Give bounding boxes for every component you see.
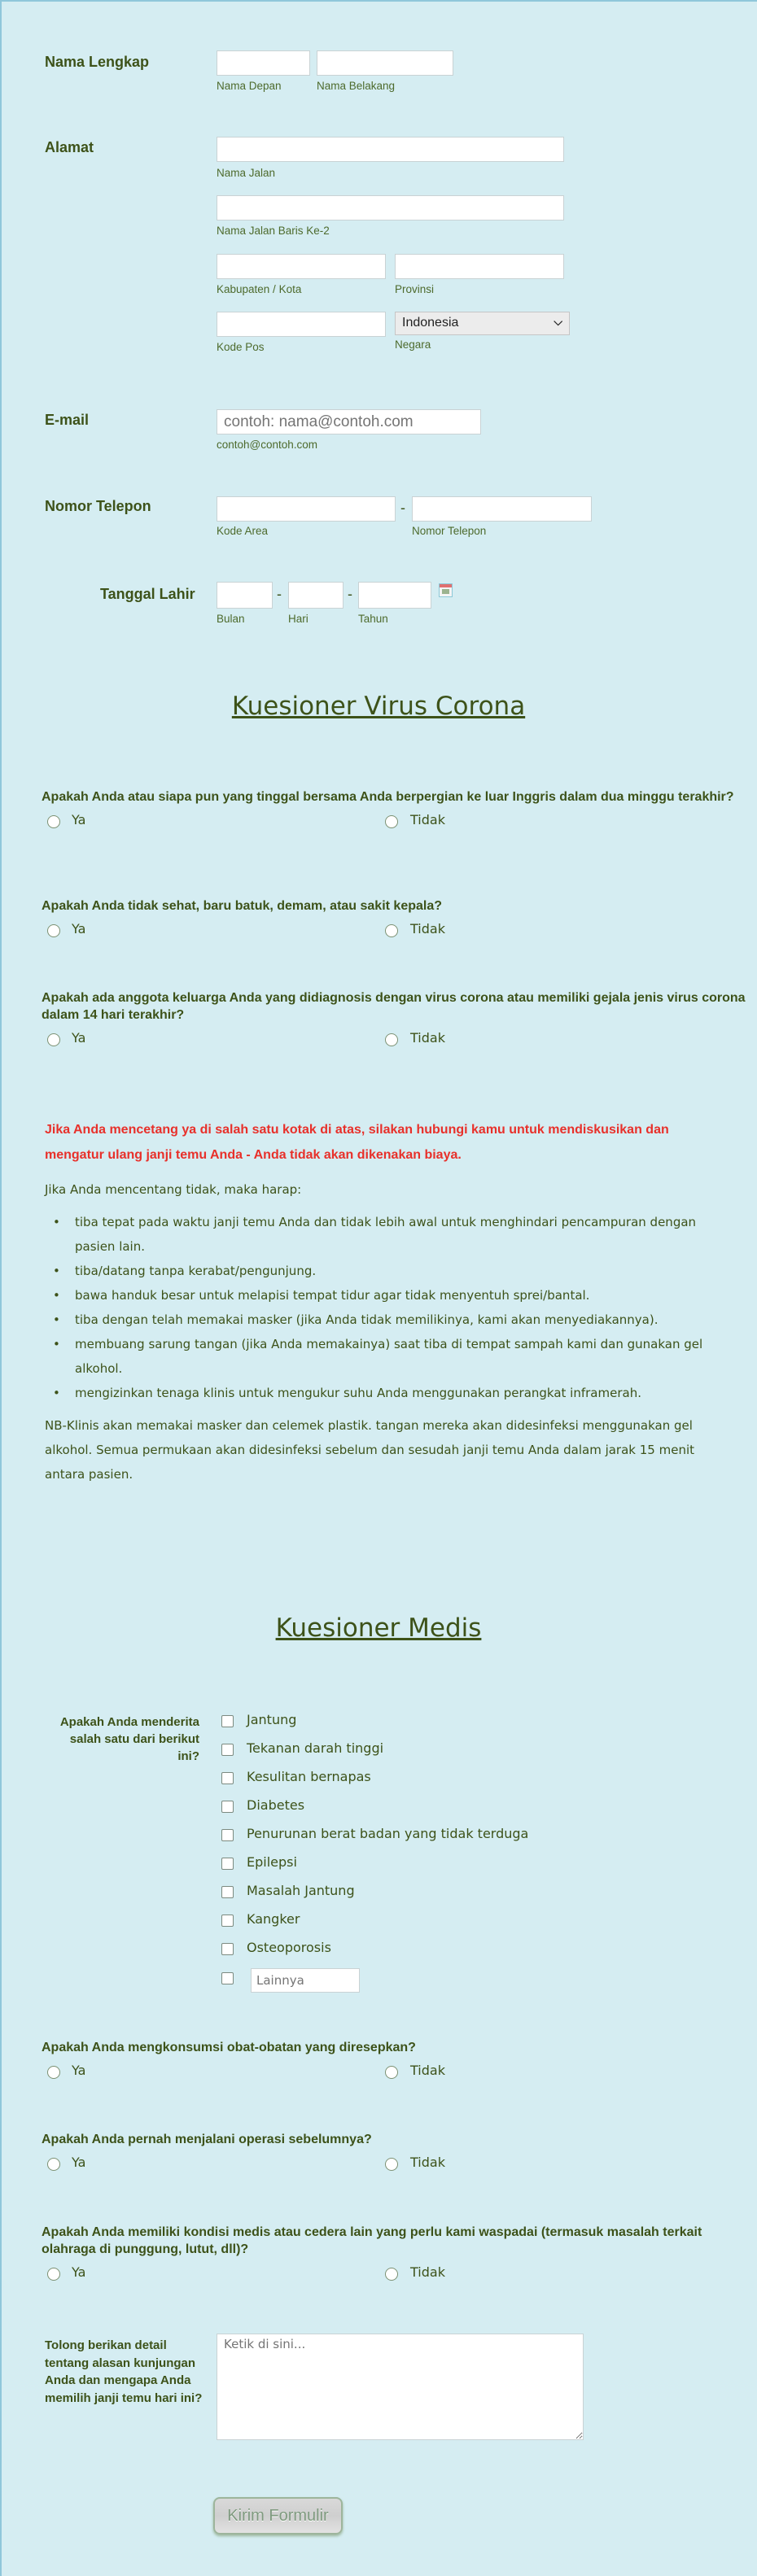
submit-button[interactable]: Kirim Formulir [213, 2497, 343, 2535]
corona-warning: Jika Anda mencetang ya di salah satu kotak di atas, silakan hubungi kamu untuk mendiskusikan dan mengatur ulang janji temu Anda - Anda tidak akan dikenakan biaya. [45, 1123, 669, 1162]
condition-label: Tekanan darah tinggi [247, 1740, 384, 1756]
condition-label: Penurunan berat badan yang tidak terduga [247, 1826, 529, 1841]
phone-separator: - [400, 500, 405, 516]
corona-section-title: Kuesioner Virus Corona [231, 692, 526, 721]
list-item: • tiba tepat pada waktu janji temu Anda dan tidak lebih awal untuk menghindari pencampuran dengan pasien lain. [45, 1210, 729, 1259]
calendar-icon[interactable] [439, 583, 453, 597]
mq2-yes-radio[interactable] [47, 2158, 60, 2171]
q2-no-label: Tidak [410, 921, 445, 937]
checkbox[interactable] [221, 1829, 234, 1841]
checkbox[interactable] [221, 1715, 234, 1727]
mq2-yes-label: Ya [72, 2155, 86, 2170]
province-input[interactable] [395, 254, 564, 279]
medical-question-block-3 [42, 2224, 750, 2284]
birth-year-input[interactable] [358, 582, 431, 609]
checkbox[interactable] [221, 1801, 234, 1813]
corona-question-block-1 [42, 788, 750, 832]
mq3-options [42, 2264, 750, 2284]
q2-no-radio[interactable] [385, 924, 398, 937]
medical-question-block-1 [42, 2039, 750, 2082]
checkbox[interactable] [221, 1772, 234, 1784]
condition-label: Osteoporosis [247, 1940, 331, 1955]
condition-label: Diabetes [247, 1797, 305, 1813]
phone-label: Nomor Telepon [45, 498, 151, 514]
city-input[interactable] [217, 254, 386, 279]
checkbox[interactable] [221, 1943, 234, 1955]
email-sublabel: contoh@contoh.com [217, 439, 318, 451]
mq2-options [42, 2155, 750, 2174]
corona-intro: Jika Anda mencentang tidak, maka harap: [45, 1182, 302, 1197]
country-value: Indonesia [402, 316, 459, 330]
q3-no-radio[interactable] [385, 1033, 398, 1046]
last-name-input[interactable] [317, 50, 453, 76]
list-item: • tiba dengan telah memakai masker (jika Anda tidak memilikinya, kami akan menyediakannya). [45, 1308, 729, 1332]
q2-yes-radio[interactable] [47, 924, 60, 937]
chevron-down-icon: ⌵ [554, 315, 562, 328]
visit-details-label: Tolong berikan detail tentang alasan kunjungan Anda dan mengapa Anda memilih janji temu hari ini? [45, 2338, 203, 2405]
email-input[interactable] [217, 409, 481, 434]
last-name-sublabel: Nama Belakang [317, 80, 396, 92]
street-sublabel: Nama Jalan [217, 167, 276, 179]
medical-question-3: Apakah Anda memiliki kondisi medis atau cedera lain yang perlu kami waspadai (termasuk masalah terkait olahraga di punggung, lutut, dll)? [42, 2225, 702, 2256]
full-name-label: Nama Lengkap [45, 54, 150, 70]
medical-question-1: Apakah Anda mengkonsumsi obat-obatan yang diresepkan? [42, 2041, 416, 2054]
corona-question-block-3 [42, 989, 750, 1050]
mq1-no-radio[interactable] [385, 2066, 398, 2079]
postal-code-sublabel: Kode Pos [217, 341, 265, 353]
q1-options [42, 812, 750, 832]
first-name-input[interactable] [217, 50, 310, 76]
mq1-no-label: Tidak [410, 2063, 445, 2078]
q2-yes-label: Ya [72, 921, 86, 937]
condition-label: Epilepsi [247, 1854, 297, 1870]
street-input[interactable] [217, 137, 564, 162]
phone-number-sublabel: Nomor Telepon [412, 525, 487, 537]
q1-no-label: Tidak [410, 812, 445, 827]
condition-label: Masalah Jantung [247, 1883, 355, 1898]
checkbox[interactable] [221, 1886, 234, 1898]
city-sublabel: Kabupaten / Kota [217, 283, 302, 295]
q3-options [42, 1030, 750, 1050]
country-sublabel: Negara [395, 338, 431, 351]
medical-question-block-2 [42, 2131, 750, 2174]
visit-details-textarea[interactable] [217, 2334, 584, 2440]
list-item: • mengizinkan tenaga klinis untuk mengukur suhu Anda menggunakan perangkat inframerah. [45, 1381, 729, 1405]
q3-yes-radio[interactable] [47, 1033, 60, 1046]
postal-code-input[interactable] [217, 312, 386, 337]
q3-no-label: Tidak [410, 1030, 445, 1046]
corona-instructions-list [45, 1210, 729, 1405]
first-name-sublabel: Nama Depan [217, 80, 282, 92]
mq2-no-label: Tidak [410, 2155, 445, 2170]
mq3-no-radio[interactable] [385, 2268, 398, 2281]
country-select[interactable] [395, 312, 570, 335]
birth-month-input[interactable] [217, 582, 273, 609]
medical-section-title: Kuesioner Medis [275, 1613, 482, 1643]
mq3-no-label: Tidak [410, 2264, 445, 2280]
phone-number-input[interactable] [412, 496, 592, 522]
mq1-yes-label: Ya [72, 2063, 86, 2078]
birth-day-sublabel: Hari [288, 613, 308, 625]
mq3-yes-radio[interactable] [47, 2268, 60, 2281]
area-code-sublabel: Kode Area [217, 525, 269, 537]
date-separator: - [277, 586, 282, 602]
checkbox[interactable] [221, 1744, 234, 1756]
email-label: E-mail [45, 412, 90, 428]
list-item: • tiba/datang tanpa kerabat/pengunjung. [45, 1259, 729, 1283]
list-item: • bawa handuk besar untuk melapisi tempat tidur agar tidak menyentuh sprei/bantal. [45, 1283, 729, 1308]
birth-year-sublabel: Tahun [358, 613, 388, 625]
corona-question-block-2 [42, 897, 750, 941]
corona-note: NB-Klinis akan memakai masker dan celemek plastik. tangan mereka akan didesinfeksi menggunakan gel alkohol. Semua permukaan akan didesinfeksi sebelum dan sesudah janji temu Anda dalam jarak 15 menit antara pasien. [45, 1418, 694, 1482]
medical-question-2: Apakah Anda pernah menjalani operasi sebelumnya? [42, 2133, 372, 2146]
q2-options [42, 921, 750, 941]
mq3-yes-label: Ya [72, 2264, 86, 2280]
address-label: Alamat [45, 139, 94, 155]
street2-input[interactable] [217, 195, 564, 220]
mq2-no-radio[interactable] [385, 2158, 398, 2171]
birth-day-input[interactable] [288, 582, 343, 609]
other-input[interactable] [251, 1968, 360, 1993]
condition-label: Jantung [247, 1712, 297, 1727]
q1-yes-label: Ya [72, 812, 86, 827]
birth-month-sublabel: Bulan [217, 613, 245, 625]
condition-label: Kangker [247, 1911, 300, 1927]
checkbox[interactable] [221, 1915, 234, 1927]
area-code-input[interactable] [217, 496, 396, 522]
mq1-yes-radio[interactable] [47, 2066, 60, 2079]
conditions-label: Apakah Anda menderita salah satu dari berikut ini? [59, 1715, 199, 1763]
checkbox[interactable] [221, 1858, 234, 1870]
q3-yes-label: Ya [72, 1030, 86, 1046]
date-separator: - [348, 586, 352, 602]
birth-date-label: Tanggal Lahir [100, 586, 195, 602]
corona-question-1: Apakah Anda atau siapa pun yang tinggal bersama Anda berpergian ke luar Inggris dalam dua minggu terakhir? [42, 790, 734, 804]
q1-yes-radio[interactable] [47, 815, 60, 828]
condition-label: Kesulitan bernapas [247, 1769, 371, 1784]
list-item: • membuang sarung tangan (jika Anda memakainya) saat tiba di tempat sampah kami dan gunakan gel alkohol. [45, 1332, 729, 1381]
street2-sublabel: Nama Jalan Baris Ke-2 [217, 225, 330, 237]
other-checkbox[interactable] [221, 1972, 234, 1984]
corona-question-2: Apakah Anda tidak sehat, baru batuk, demam, atau sakit kepala? [42, 899, 443, 913]
corona-question-3: Apakah ada anggota keluarga Anda yang didiagnosis dengan virus corona atau memiliki gejala jenis virus corona dalam 14 hari terakhir? [42, 991, 746, 1022]
corona-info-block [45, 1117, 729, 1487]
q1-no-radio[interactable] [385, 815, 398, 828]
mq1-options [42, 2063, 750, 2082]
province-sublabel: Provinsi [395, 283, 435, 295]
